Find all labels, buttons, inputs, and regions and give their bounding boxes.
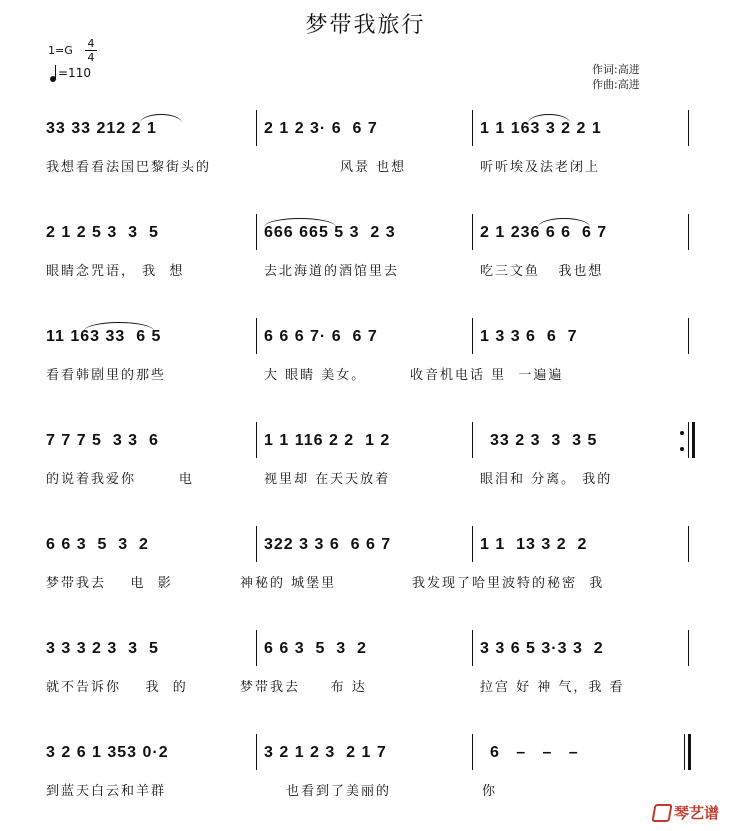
tempo-marking <box>50 66 91 80</box>
lyric-line: 到蓝天白云和羊群 <box>46 784 167 799</box>
quarter-note-icon <box>50 76 56 82</box>
lyric-line: 我发现了哈里波特的秘密 我 <box>412 576 605 591</box>
score-row-5 <box>0 524 731 614</box>
measure: 2 1 236 6 6 6 7 <box>480 224 608 241</box>
barline <box>256 734 257 770</box>
measure: 3 2 6 1 353 0·2 <box>46 744 169 761</box>
lyric-line: 神秘的 城堡里 <box>240 576 337 591</box>
slur <box>538 218 590 227</box>
tempo-value: =110 <box>58 66 91 80</box>
time-signature-bottom: 4 <box>87 51 95 64</box>
barline <box>472 630 473 666</box>
lyric-line: 风景 也想 <box>340 160 407 175</box>
measure: 666 665 5 3 2 3 <box>264 224 396 241</box>
lyric-line: 梦带我去 电 影 <box>46 576 173 591</box>
lyric-line: 视里却 在天天放着 <box>264 472 391 487</box>
time-signature <box>84 37 98 64</box>
lyric-line: 拉宫 好 神 气，我 看 <box>480 680 625 695</box>
barline <box>472 422 473 458</box>
barline <box>256 214 257 250</box>
measure: 2 1 2 5 3 3 5 <box>46 224 159 241</box>
barline <box>688 422 689 458</box>
lyric-line: 吃三文鱼 我也想 <box>480 264 604 279</box>
measure: 322 3 3 6 6 6 7 <box>264 536 392 553</box>
lyric-line: 听听埃及法老闭上 <box>480 160 601 175</box>
lyric-line: 的说着我爱你 电 <box>46 472 194 487</box>
slur <box>528 114 570 123</box>
measure: 3 2 1 2 3 2 1 7 <box>264 744 387 761</box>
measure: 2 1 2 3· 6 6 7 <box>264 120 378 137</box>
key-signature: 1=G <box>48 44 73 57</box>
lyric-line: 梦带我去 布 达 <box>240 680 367 695</box>
score-row-4 <box>0 420 731 510</box>
barline <box>256 526 257 562</box>
composer-credit: 作曲:高进 <box>592 78 640 91</box>
measure: 33 2 3 3 3 5 <box>490 432 598 449</box>
barline <box>472 526 473 562</box>
lyric-line: 大 眼睛 美女。 <box>264 368 367 383</box>
lyric-line: 我想看看法国巴黎街头的 <box>46 160 212 175</box>
barline <box>256 422 257 458</box>
lyric-line: 你 <box>482 784 498 799</box>
site-logo[interactable] <box>653 802 719 823</box>
slur <box>84 322 154 331</box>
slur <box>264 218 336 227</box>
barline <box>472 734 473 770</box>
logo-icon <box>651 804 672 822</box>
measure: 1 1 163 3 2 2 1 <box>480 120 602 137</box>
barline <box>256 630 257 666</box>
credits <box>592 62 640 92</box>
measure: 3 3 3 2 3 3 5 <box>46 640 159 657</box>
measure: 7 7 7 5 3 3 6 <box>46 432 159 449</box>
score-row-7 <box>0 732 731 822</box>
measure: 1 1 13 3 2 2 <box>480 536 588 553</box>
lyric-line: 眼泪和 分离。 我的 <box>480 472 613 487</box>
measure: 3 3 6 5 3·3 3 2 <box>480 640 604 657</box>
lyric-line: 也看到了美丽的 <box>286 784 392 799</box>
measure: 6 6 3 5 3 2 <box>46 536 149 553</box>
barline <box>472 110 473 146</box>
score-row-3 <box>0 316 731 406</box>
barline <box>688 630 689 666</box>
lyric-line: 去北海道的酒馆里去 <box>264 264 400 279</box>
lyric-line: 就不告诉你 我 的 <box>46 680 188 695</box>
song-title: 梦带我旅行 <box>305 13 426 38</box>
lyric-line: 看看韩剧里的那些 <box>46 368 167 383</box>
barline <box>472 214 473 250</box>
measure: 1 3 3 6 6 7 <box>480 328 578 345</box>
final-barline <box>688 734 691 770</box>
score-row-6 <box>0 628 731 718</box>
lyricist-credit: 作词:高进 <box>592 63 640 76</box>
measure: 6 – – – <box>490 744 579 761</box>
barline <box>256 318 257 354</box>
repeat-sign <box>680 431 684 451</box>
barline <box>472 318 473 354</box>
barline <box>688 110 689 146</box>
barline <box>692 422 695 458</box>
measure: 6 6 3 5 3 2 <box>264 640 367 657</box>
logo-text: 琴艺谱 <box>673 804 719 822</box>
time-signature-top: 4 <box>87 37 95 50</box>
barline <box>688 318 689 354</box>
measure: 33 33 212 2 1 <box>46 120 157 137</box>
barline <box>688 526 689 562</box>
score-row-2 <box>0 212 731 302</box>
score-row-1 <box>0 108 731 198</box>
measure: 11 163 33 6 5 <box>46 328 162 345</box>
barline <box>688 214 689 250</box>
slur <box>140 114 182 123</box>
lyric-line: 收音机电话 里 一遍遍 <box>410 368 564 383</box>
final-barline <box>684 734 685 770</box>
measure: 1 1 116 2 2 1 2 <box>264 432 391 449</box>
measure: 6 6 6 7· 6 6 7 <box>264 328 378 345</box>
barline <box>256 110 257 146</box>
lyric-line: 眼睛念咒语， 我 想 <box>46 264 185 279</box>
